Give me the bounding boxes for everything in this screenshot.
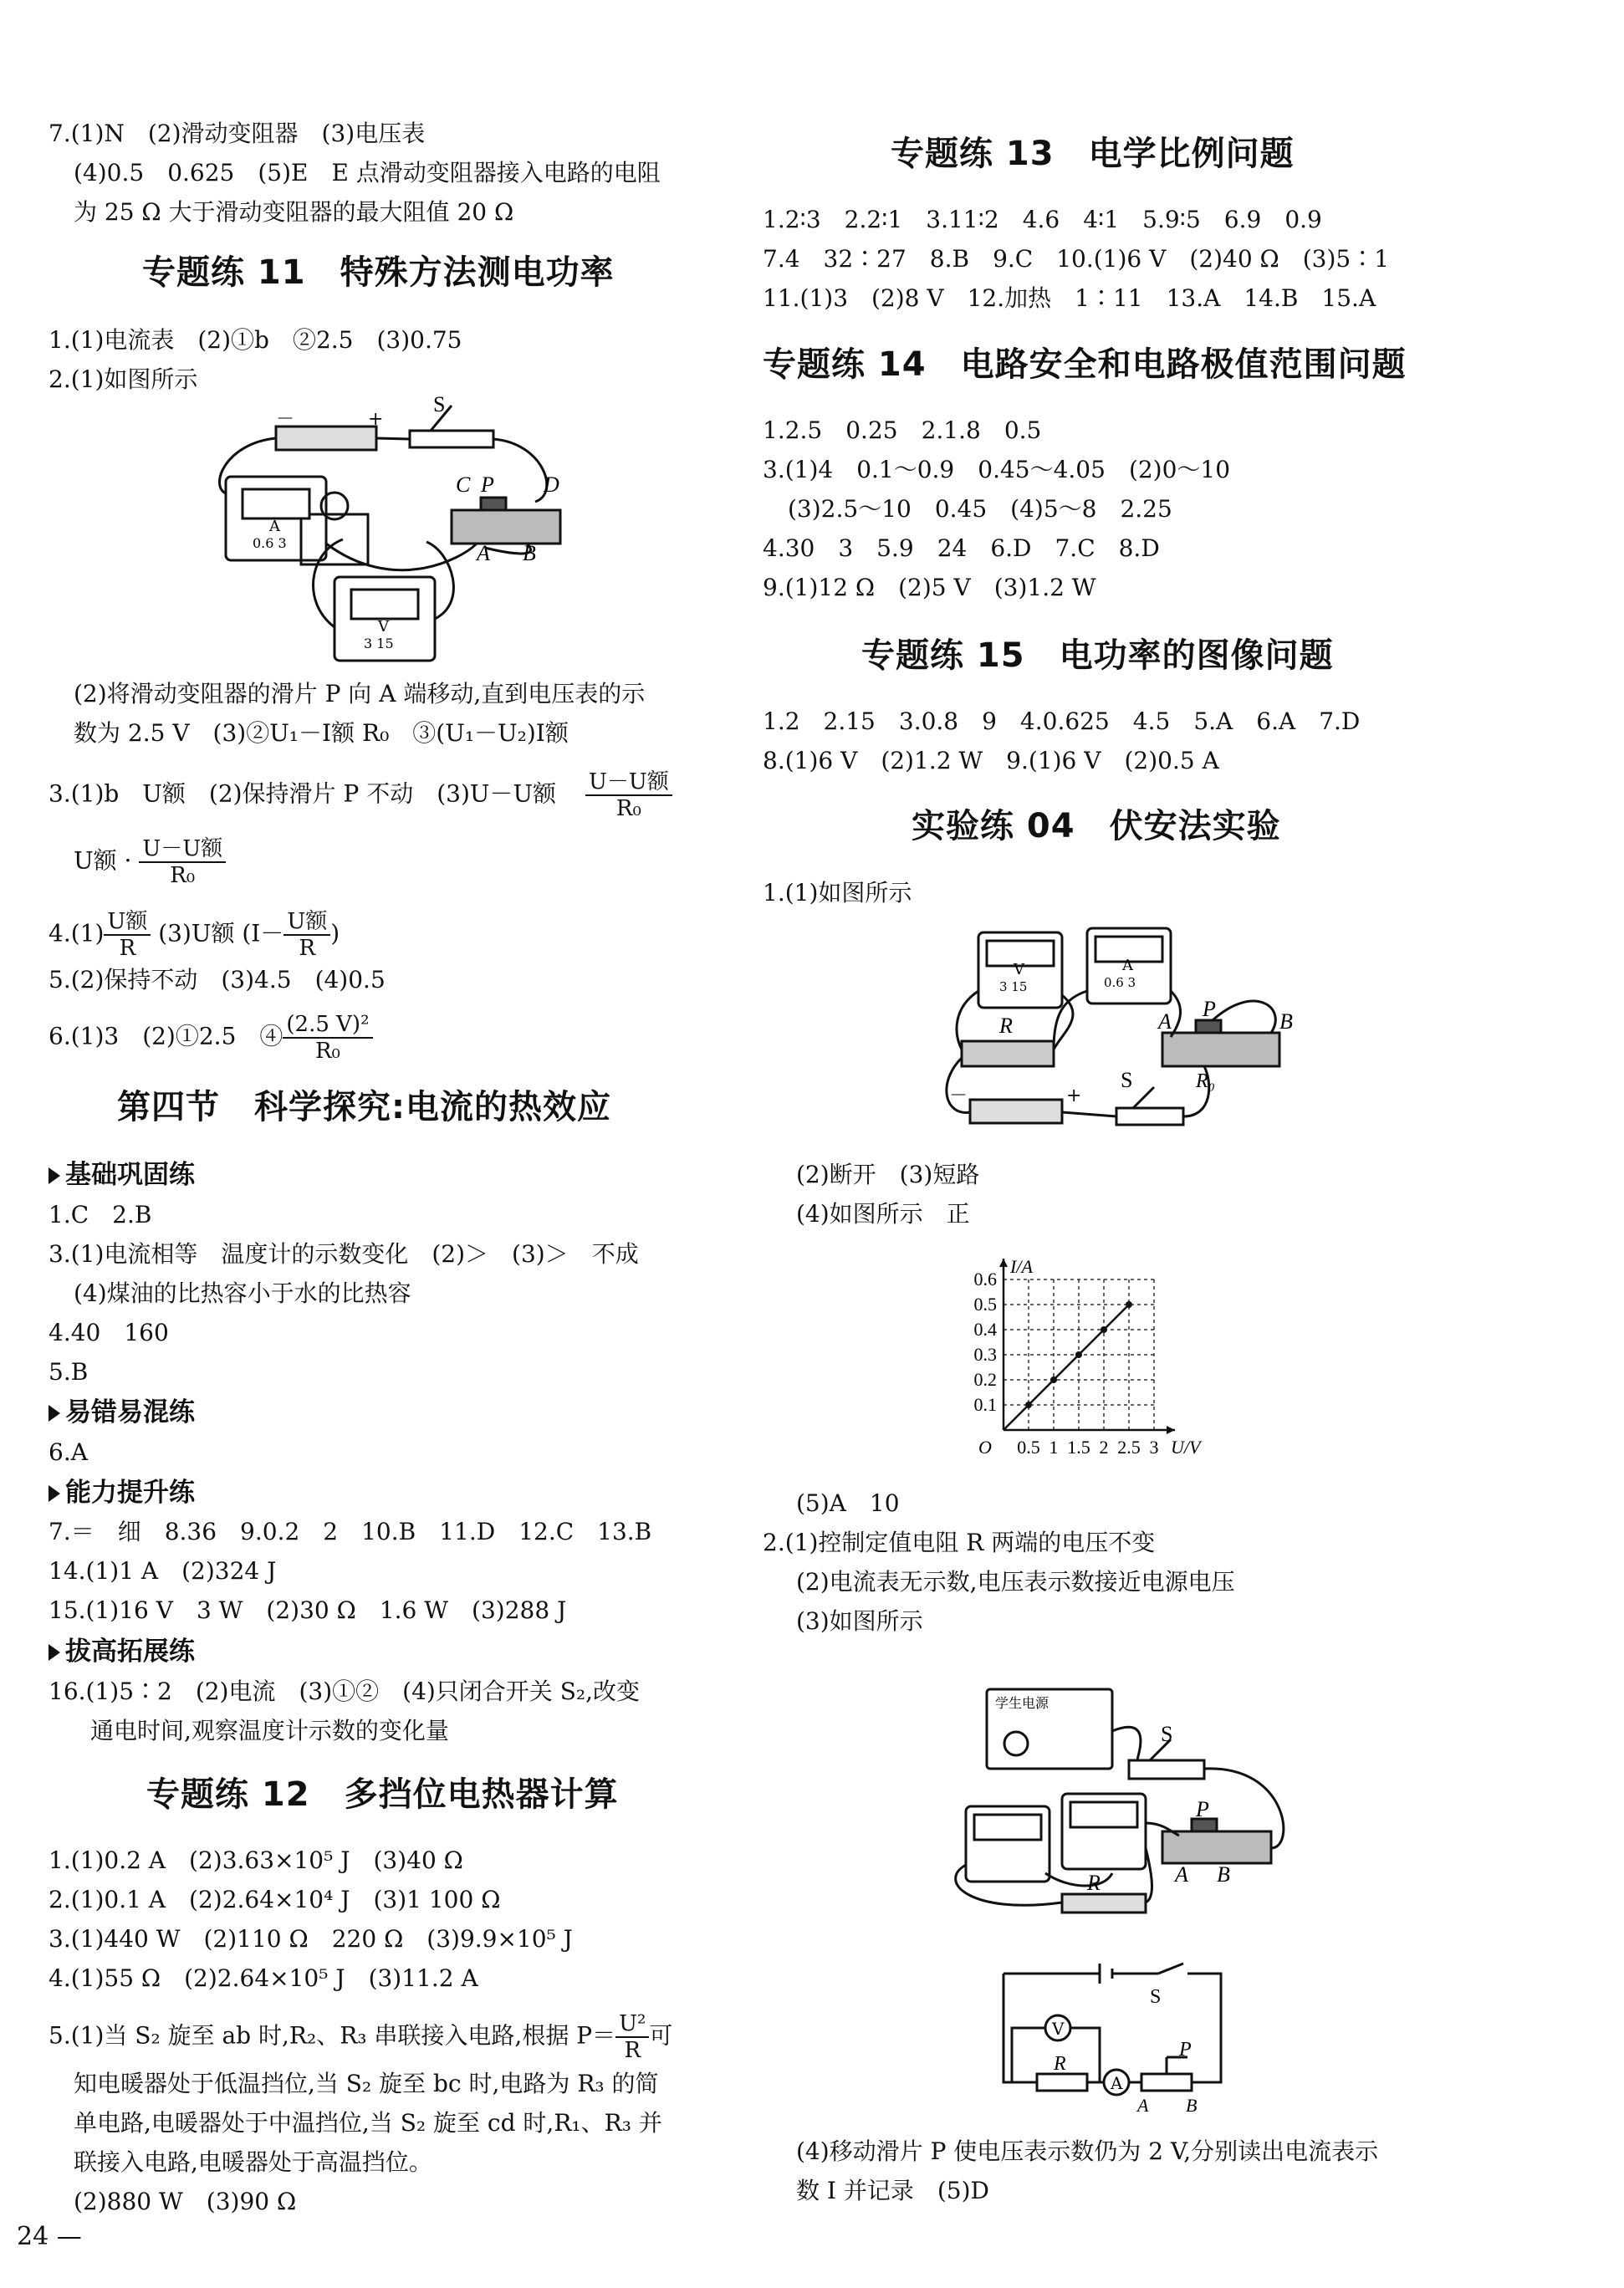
- fig2-ammeter-label: A: [1122, 957, 1133, 974]
- data-point-3: [1101, 1326, 1107, 1333]
- fig2-switch-label: S: [1121, 1068, 1133, 1092]
- fig2-plus: +: [1066, 1085, 1082, 1106]
- q3-line1: [49, 769, 672, 821]
- fig3-switch-label: S: [1161, 1722, 1173, 1746]
- basic-line4: 4.40 160: [49, 1319, 169, 1346]
- p12-q5-line3: 单电路,电暖器处于中温挡位,当 S₂ 旋至 cd 时,R₁、R₃ 并: [74, 2109, 662, 2137]
- y-tick-label-1: 0.2: [973, 1369, 997, 1390]
- heading-topic-13: 专题练 13 电学比例问题: [891, 135, 1295, 173]
- y-tick-label-3: 0.4: [973, 1319, 997, 1340]
- fig4-label-p: P: [1179, 2039, 1192, 2061]
- heading-section-4: 第四节 科学探究:电流的热效应: [117, 1088, 611, 1126]
- data-point-0: [1025, 1402, 1032, 1408]
- basic-line3: (4)煤油的比热容小于水的比热容: [74, 1279, 411, 1307]
- fig3-label-b: B: [1217, 1862, 1230, 1887]
- q6-pre: 6.(1)3 (2)①2.5 ④: [49, 1022, 283, 1050]
- x-axis-arrow-icon: [1167, 1426, 1175, 1434]
- basic-line1: 1.C 2.B: [49, 1201, 152, 1228]
- q3b-frac-num: U－U额: [139, 836, 226, 863]
- x-tick-label-5: 3: [1149, 1437, 1159, 1458]
- heading-topic-14: 专题练 14 电路安全和电路极值范围问题: [763, 345, 1407, 384]
- lab1-line4: (5)A 10: [796, 1489, 900, 1517]
- fig1-minus: －: [276, 409, 295, 430]
- p14-line1: 1.2.5 0.25 2.1.8 0.5: [763, 416, 1042, 444]
- ext-line1: 16.(1)5∶2 (2)电流 (3)①② (4)只闭合开关 S₂,改变: [49, 1678, 641, 1705]
- q3b-pre: U额 ·: [74, 846, 132, 875]
- fig4-label-b: B: [1186, 2095, 1198, 2116]
- heading-topic-11: 专题练 11 特殊方法测电功率: [142, 253, 615, 292]
- fig1-ammeter-scale: 0.6 3: [253, 535, 287, 551]
- q3-frac-num: U－U额: [585, 769, 672, 796]
- circuit-figure-student-supply: [937, 1681, 1305, 1923]
- p13-line3: 11.(1)3 (2)8 V 12.加热 1∶11 13.A 14.B 15.A: [763, 284, 1376, 312]
- fig3-supply-label: 学生电源: [995, 1695, 1049, 1711]
- subhead-error-label: 易错易混练: [65, 1397, 195, 1427]
- lab1-line3: (4)如图所示 正: [796, 1200, 970, 1228]
- fig3-label-r: R: [1087, 1871, 1101, 1895]
- iu-graph: [945, 1238, 1221, 1463]
- x-tick-label-4: 2.5: [1117, 1437, 1141, 1458]
- data-point-2: [1075, 1351, 1082, 1358]
- fig2-label-r: R: [999, 1014, 1013, 1038]
- heading-topic-12: 专题练 12 多挡位电热器计算: [146, 1775, 619, 1814]
- lab1-line2: (2)断开 (3)短路: [796, 1161, 980, 1188]
- ability-line3: 15.(1)16 V 3 W (2)30 Ω 1.6 W (3)288 J: [49, 1596, 567, 1624]
- p11-line1: 1.(1)电流表 (2)①b ②2.5 (3)0.75: [49, 326, 462, 354]
- x-axis-label: U/V: [1171, 1437, 1201, 1458]
- ability-line2: 14.(1)1 A (2)324 J: [49, 1557, 277, 1585]
- lab2-line3: (3)如图所示: [796, 1607, 923, 1635]
- subhead-basic-label: 基础巩固练: [65, 1160, 195, 1190]
- q3b-frac-den: R₀: [170, 863, 196, 888]
- fig1-voltmeter-scale: 3 15: [364, 636, 394, 651]
- basic-line5: 5.B: [49, 1358, 89, 1386]
- p12-line2: 2.(1)0.1 A (2)2.64×10⁴ J (3)1 100 Ω: [49, 1886, 501, 1913]
- p11-line4: 数为 2.5 V (3)②U₁－I额 R₀ ③(U₁－U₂)I额: [74, 719, 569, 747]
- q7-line3: 为 25 Ω 大于滑动变阻器的最大阻值 20 Ω: [74, 198, 514, 226]
- x-tick-label-3: 2: [1099, 1437, 1109, 1458]
- circuit-schematic: [978, 1957, 1246, 2124]
- q5-line: 5.(2)保持不动 (3)4.5 (4)0.5: [49, 966, 386, 993]
- p12-q5-line2: 知电暖器处于低温挡位,当 S₂ 旋至 bc 时,电路为 R₃ 的简: [74, 2070, 659, 2097]
- heading-topic-15: 专题练 15 电功率的图像问题: [861, 636, 1334, 675]
- p12-line4: 4.(1)55 Ω (2)2.64×10⁵ J (3)11.2 A: [49, 1964, 478, 1992]
- subhead-ability-label: 能力提升练: [65, 1478, 195, 1508]
- triangle-icon: [49, 1644, 60, 1661]
- q4-frac-num: U额: [104, 909, 151, 936]
- data-point-4: [1126, 1301, 1132, 1308]
- fig1-label-p: P: [481, 472, 494, 497]
- lab2-line5: 数 I 并记录 (5)D: [796, 2177, 989, 2204]
- graph-axes: [974, 1256, 1203, 1458]
- y-axis-label: I/A: [1010, 1256, 1033, 1277]
- y-tick-label-4: 0.5: [973, 1294, 997, 1315]
- fig2-label-p: P: [1203, 997, 1216, 1021]
- fig2-minus: －: [949, 1085, 968, 1106]
- q3-line2: [74, 836, 226, 888]
- p13-line2: 7.4 32∶27 8.B 9.C 10.(1)6 V (2)40 Ω (3)5∶1: [763, 245, 1390, 273]
- p12-line1: 1.(1)0.2 A (2)3.63×10⁵ J (3)40 Ω: [49, 1846, 463, 1874]
- fig4-label-r: R: [1054, 2053, 1066, 2075]
- lab2-line2: (2)电流表无示数,电压表示数接近电源电压: [796, 1568, 1235, 1596]
- fig2-label-b: B: [1279, 1009, 1293, 1034]
- q4-mid: (3)U额 (I－: [158, 919, 284, 947]
- fig3-label-p: P: [1196, 1797, 1209, 1821]
- triangle-icon: [49, 1485, 60, 1502]
- fig4-voltmeter-symbol: V: [1052, 2019, 1065, 2039]
- p15-line2: 8.(1)6 V (2)1.2 W 9.(1)6 V (2)0.5 A: [763, 747, 1219, 774]
- data-point-1: [1050, 1376, 1057, 1383]
- fig4-switch-label: S: [1150, 1986, 1162, 2008]
- fig1-ammeter-label: A: [269, 518, 280, 535]
- x-tick-label-1: 1: [1049, 1437, 1059, 1458]
- fig1-label-a: A: [477, 541, 490, 565]
- fig1-plus: +: [368, 409, 384, 430]
- y-axis-arrow-icon: [999, 1259, 1008, 1267]
- basic-line2: 3.(1)电流相等 温度计的示数变化 (2)＞ (3)＞ 不成: [49, 1240, 639, 1268]
- subhead-extension-label: 拔高拓展练: [65, 1637, 195, 1667]
- x-tick-label-2: 1.5: [1067, 1437, 1090, 1458]
- fig2-ammeter-scale: 0.6 3: [1104, 975, 1136, 990]
- page-number: 24 —: [17, 2222, 82, 2251]
- q5-frac-num: U²: [615, 2011, 649, 2038]
- fig4-ammeter-symbol: A: [1111, 2073, 1123, 2093]
- q4-post: ): [330, 919, 340, 947]
- q5-pre: 5.(1)当 S₂ 旋至 ab 时,R₂、R₃ 串联接入电路,根据 P＝: [49, 2021, 616, 2050]
- q3-text: 3.(1)b U额 (2)保持滑片 P 不动 (3)U－U额: [49, 779, 557, 808]
- y-tick-label-0: 0.1: [973, 1394, 997, 1415]
- circuit-figure-voltammetry: [937, 916, 1305, 1133]
- series-line: [1004, 1305, 1129, 1430]
- p12-q5-line5: (2)880 W (3)90 Ω: [74, 2188, 297, 2215]
- subhead-basic: [49, 1158, 195, 1192]
- triangle-icon: [49, 1167, 60, 1184]
- fig3-label-a: A: [1175, 1862, 1188, 1887]
- fig2-label-a: A: [1158, 1009, 1172, 1034]
- q7-line1: 7.(1)N (2)滑动变阻器 (3)电压表: [49, 120, 426, 147]
- ext-line2: 通电时间,观察温度计示数的变化量: [90, 1717, 449, 1744]
- fig2-label-r0: R₀: [1196, 1070, 1216, 1092]
- p14-line4: 4.30 3 5.9 24 6.D 7.C 8.D: [763, 534, 1160, 562]
- fig1-label-c: C: [456, 472, 471, 497]
- fig1-voltmeter-label: V: [378, 618, 389, 636]
- lab2-line1: 2.(1)控制定值电阻 R 两端的电压不变: [763, 1529, 1156, 1556]
- q4-frac2-den: R: [299, 936, 316, 961]
- subhead-ability: [49, 1476, 195, 1509]
- p14-line3: (3)2.5～10 0.45 (4)5～8 2.25: [788, 495, 1172, 523]
- q5-post: 可: [649, 2021, 673, 2050]
- p15-line1: 1.2 2.15 3.0.8 9 4.0.625 4.5 5.A 6.A 7.D: [763, 707, 1361, 735]
- q7-line2: (4)0.5 0.625 (5)E E 点滑动变阻器接入电路的电阻: [74, 159, 661, 186]
- q3-frac-den: R₀: [615, 796, 641, 821]
- fig1-label-b: B: [523, 541, 536, 565]
- fig2-voltmeter-label: V: [1014, 961, 1024, 978]
- graph-marks: [1004, 1301, 1132, 1430]
- lab2-line4: (4)移动滑片 P 使电压表示数仍为 2 V,分别读出电流表示: [796, 2137, 1379, 2165]
- p11-line3: (2)将滑动变阻器的滑片 P 向 A 端移动,直到电压表的示: [74, 680, 646, 707]
- p12-q5-line4: 联接入电路,电暖器处于高温挡位。: [74, 2148, 432, 2176]
- subhead-error: [49, 1396, 195, 1429]
- p12-q5-line1: [49, 2011, 672, 2063]
- q4-frac-den: R: [119, 936, 136, 961]
- q6-line: [49, 1012, 373, 1064]
- q6-frac-num: (2.5 V)²: [283, 1012, 372, 1039]
- fig2-voltmeter-scale: 3 15: [999, 979, 1028, 994]
- err-line1: 6.A: [49, 1438, 88, 1466]
- circuit-figure-power: [209, 393, 577, 669]
- fig1-label-d: D: [544, 472, 559, 497]
- p14-line2: 3.(1)4 0.1～0.9 0.45～4.05 (2)0～10: [763, 456, 1231, 483]
- p11-line2: 2.(1)如图所示: [49, 365, 198, 393]
- q5-frac-den: R: [624, 2038, 641, 2063]
- subhead-extension: [49, 1635, 195, 1668]
- x-tick-label-0: 0.5: [1017, 1437, 1040, 1458]
- origin-label: O: [978, 1437, 992, 1458]
- fig1-switch-label: S: [433, 393, 446, 416]
- triangle-icon: [49, 1405, 60, 1422]
- q4-pre: 4.(1): [49, 919, 105, 947]
- lab1-line1: 1.(1)如图所示: [763, 879, 912, 907]
- q4-frac2-num: U额: [283, 909, 330, 936]
- p13-line1: 1.2∶3 2.2∶1 3.11∶2 4.6 4∶1 5.9∶5 6.9 0.9: [763, 206, 1322, 233]
- p12-line3: 3.(1)440 W (2)110 Ω 220 Ω (3)9.9×10⁵ J: [49, 1925, 573, 1953]
- y-tick-label-5: 0.6: [973, 1269, 997, 1290]
- y-tick-label-2: 0.3: [973, 1344, 997, 1365]
- q6-frac-den: R₀: [314, 1039, 340, 1064]
- ability-line1: 7.＝ 细 8.36 9.0.2 2 10.B 11.D 12.C 13.B: [49, 1518, 652, 1545]
- heading-lab-04: 实验练 04 伏安法实验: [912, 807, 1281, 845]
- fig4-label-a: A: [1137, 2095, 1149, 2116]
- q4-line: [49, 909, 340, 961]
- p14-line5: 9.(1)12 Ω (2)5 V (3)1.2 W: [763, 574, 1096, 601]
